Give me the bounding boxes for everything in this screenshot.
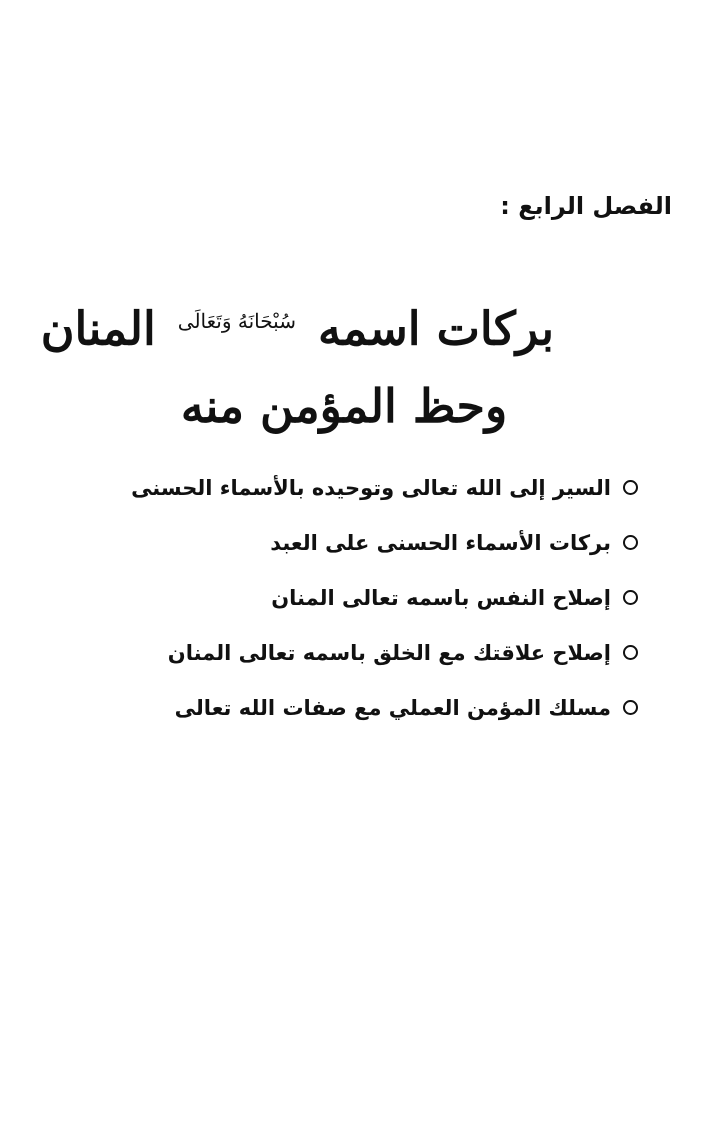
topic-text: مسلك المؤمن العملي مع صفات الله تعالى (174, 695, 611, 720)
topic-text: بركات الأسماء الحسنى على العبد (270, 530, 611, 555)
topic-text: إصلاح النفس باسمه تعالى المنان (271, 585, 611, 610)
title-line-1-start: بركات اسمه (318, 301, 554, 356)
topic-item (131, 515, 638, 570)
topic-item (131, 460, 638, 515)
circle-bullet-icon (623, 480, 638, 495)
circle-bullet-icon (623, 700, 638, 715)
topic-item (131, 625, 638, 680)
circle-bullet-icon (623, 645, 638, 660)
title-line-2: وحظ المؤمن منه (180, 379, 508, 434)
chapter-title (40, 282, 554, 445)
topics-list (131, 460, 638, 735)
topic-text: إصلاح علاقتك مع الخلق باسمه تعالى المنان (167, 640, 611, 665)
circle-bullet-icon (623, 590, 638, 605)
topic-text: السير إلى الله تعالى وتوحيده بالأسماء الحسنى (131, 475, 611, 500)
circle-bullet-icon (623, 535, 638, 550)
chapter-label: الفصل الرابع : (500, 192, 672, 220)
honorific-glyph: سُبْحَانَهُ وَتَعَالَى (177, 309, 296, 333)
title-line-1-end: المنان (40, 301, 156, 356)
title-line-1 (40, 282, 554, 367)
topic-item (131, 570, 638, 625)
topic-item (131, 680, 638, 735)
